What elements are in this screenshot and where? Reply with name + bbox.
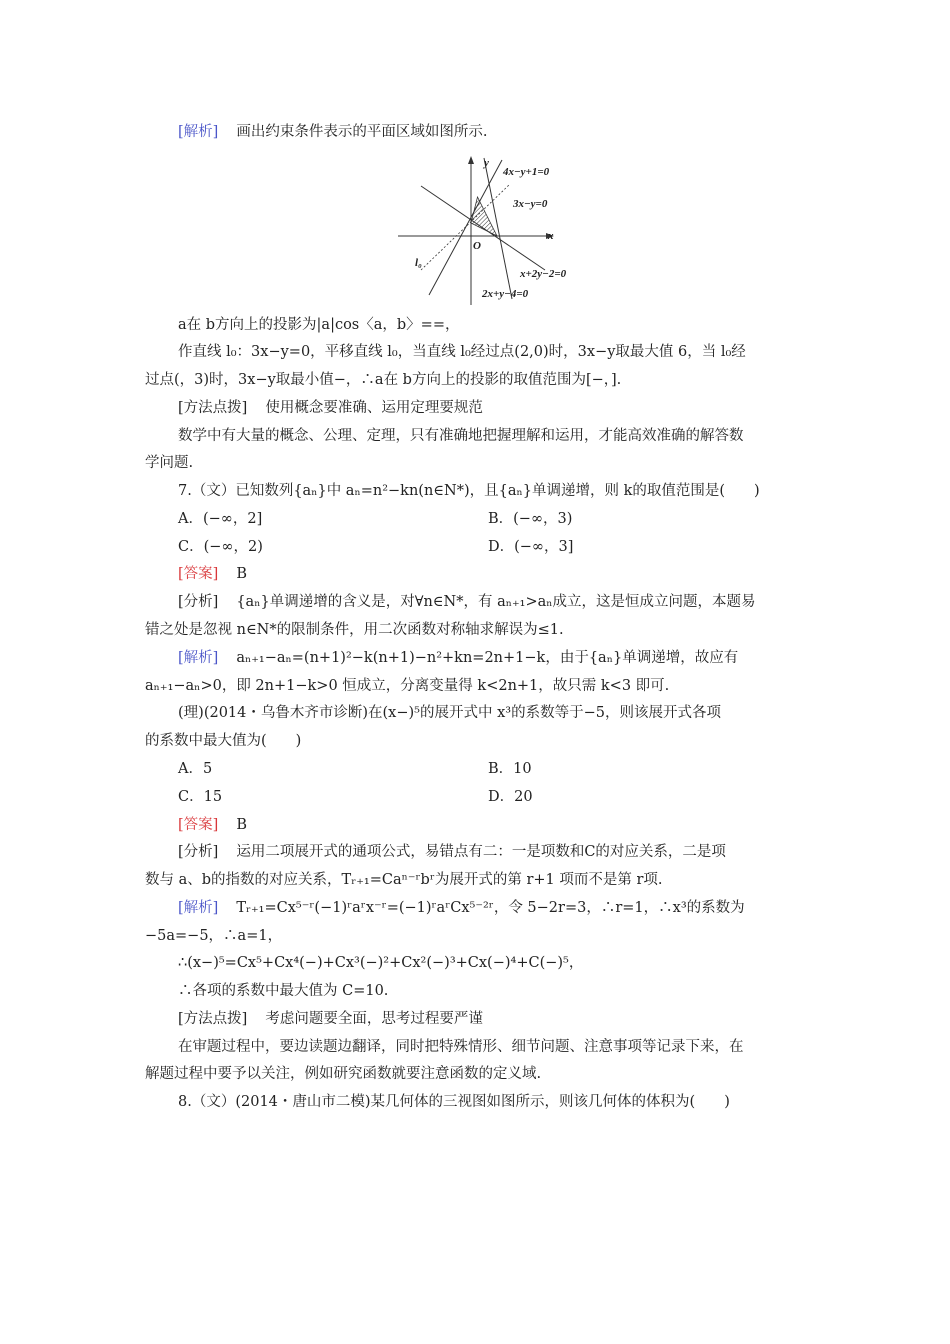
qli-solution [178,898,843,918]
text-line: 解题过程中要予以关注，例如研究函数就要注意函数的定义域. [145,1066,542,1082]
q7-option-d: D．(−∞，3] [488,539,574,555]
qli-option-b: B．10 [488,761,532,777]
line4-label: 2x+y−4=0 [482,288,529,300]
line3-label: x+2y−2=0 [520,268,567,280]
text-line: 数与 a、b的指数的对应关系，Tᵣ₊₁=Caⁿ⁻ʳbʳ为展开式的第 r+1 项而不是第 r项. [145,872,663,888]
text-line: aₙ₊₁−aₙ=(n+1)²−k(n+1)−n²+kn=2n+1−k，由于{aₙ}单调递增，故应有 [236,650,739,666]
label-fenxi: [分析] [178,594,219,610]
qli-option-d: D．20 [488,789,533,805]
question-7: 7.（文）已知数列{aₙ}中 aₙ=n²−kn(n∈N*)，且{aₙ}单调递增，则 k的取值范围是( ) [178,483,760,499]
question-li: (理)(2014・乌鲁木齐市诊断)在(x−)⁵的展开式中 x³的系数等于−5，则该展开式各项 [178,705,721,721]
solution-intro [178,122,843,142]
text-line: 画出约束条件表示的平面区域如图所示. [236,124,488,140]
label-fenxi: [分析] [178,844,219,860]
answer-value: B [236,566,247,582]
line-l0-3x-y [421,184,510,270]
label-daan: [答案] [178,817,219,833]
label-jiexi: [解析] [178,650,219,666]
text-line: 错之处是忽视 n∈N*的限制条件，用二次函数对称轴求解误为≤1. [145,622,564,638]
text-line: −5a=−5，∴a=1， [145,928,283,944]
text-line: ∴(x−)⁵=Cx⁵+Cx⁴(−)+Cx³(−)²+Cx²(−)³+Cx(−)⁴+C(−)⁵， [178,955,584,971]
text-line: Tᵣ₊₁=Cx⁵⁻ʳ(−1)ʳaʳx⁻ʳ=(−1)ʳaʳCx⁵⁻²ʳ，令 5−2r=3，∴r=1，∴x³的系数为 [236,900,745,916]
text-line: 使用概念要准确、运用定理要规范 [265,400,483,416]
label-fangfa: [方法点拨] [178,400,248,416]
label-jiexi: [解析] [178,124,219,140]
label-daan: [答案] [178,566,219,582]
q7-option-a: A．(−∞，2] [178,511,263,527]
q7-answer [178,564,843,584]
question-8: 8.（文）(2014・唐山市二模)某几何体的三视图如图所示，则该几何体的体积为( ) [178,1094,730,1110]
qli-option-a: A．5 [178,761,213,777]
text-line: 学问题. [145,455,194,471]
text-line: 过点(，3)时，3x−y取最小值−，∴a在 b方向上的投影的取值范围为[−，]. [145,372,622,388]
text-line: aₙ₊₁−aₙ>0，即 2n+1−k>0 恒成立，分离变量得 k<2n+1，故只需 k<3 即可. [145,678,670,694]
text-line: a在 b方向上的投影为|a|cos〈a，b〉==， [178,317,460,333]
qli-option-c: C．15 [178,789,223,805]
method-tip [178,398,843,418]
text-line: 作直线 l₀：3x−y=0，平移直线 l₀，当直线 l₀经过点(2,0)时，3x−y取最大值 6，当 l₀经 [178,344,746,360]
text-line: 运用二项展开式的通项公式，易错点有二：一是项数和C的对应关系，二是项 [236,844,726,860]
origin-label: O [473,240,481,252]
qli-answer [178,815,843,835]
x-axis-label: x [548,230,554,242]
answer-value: B [236,817,247,833]
line2-label: 3x−y=0 [513,198,548,210]
line1-label: 4x−y+1=0 [503,166,550,178]
q7-analysis [178,592,843,612]
constraint-region-graph [390,150,600,310]
q7-option-b: B．(−∞，3) [488,511,573,527]
q7-option-c: C．(−∞，2) [178,539,263,555]
method-tip [178,1009,843,1029]
q7-solution [178,648,843,668]
label-fangfa: [方法点拨] [178,1011,248,1027]
qli-analysis [178,842,843,862]
text-line: 的系数中最大值为( ) [145,733,302,749]
y-axis-label: y [484,157,489,169]
l0-label: l₀ [415,257,422,269]
text-line: {aₙ}单调递增的含义是，对∀n∈N*，有 aₙ₊₁>aₙ成立，这是恒成立问题，本题易 [236,594,756,610]
text-line: 数学中有大量的概念、公理、定理，只有准确地把握理解和运用，才能高效准确的解答数 [178,428,744,444]
text-line: ∴各项的系数中最大值为 C=10. [178,983,389,999]
text-line: 在审题过程中，要边读题边翻译，同时把特殊情形、细节问题、注意事项等记录下来，在 [178,1039,744,1055]
y-axis-arrow [468,156,474,164]
text-line: 考虑问题要全面，思考过程要严谨 [265,1011,483,1027]
label-jiexi: [解析] [178,900,219,916]
